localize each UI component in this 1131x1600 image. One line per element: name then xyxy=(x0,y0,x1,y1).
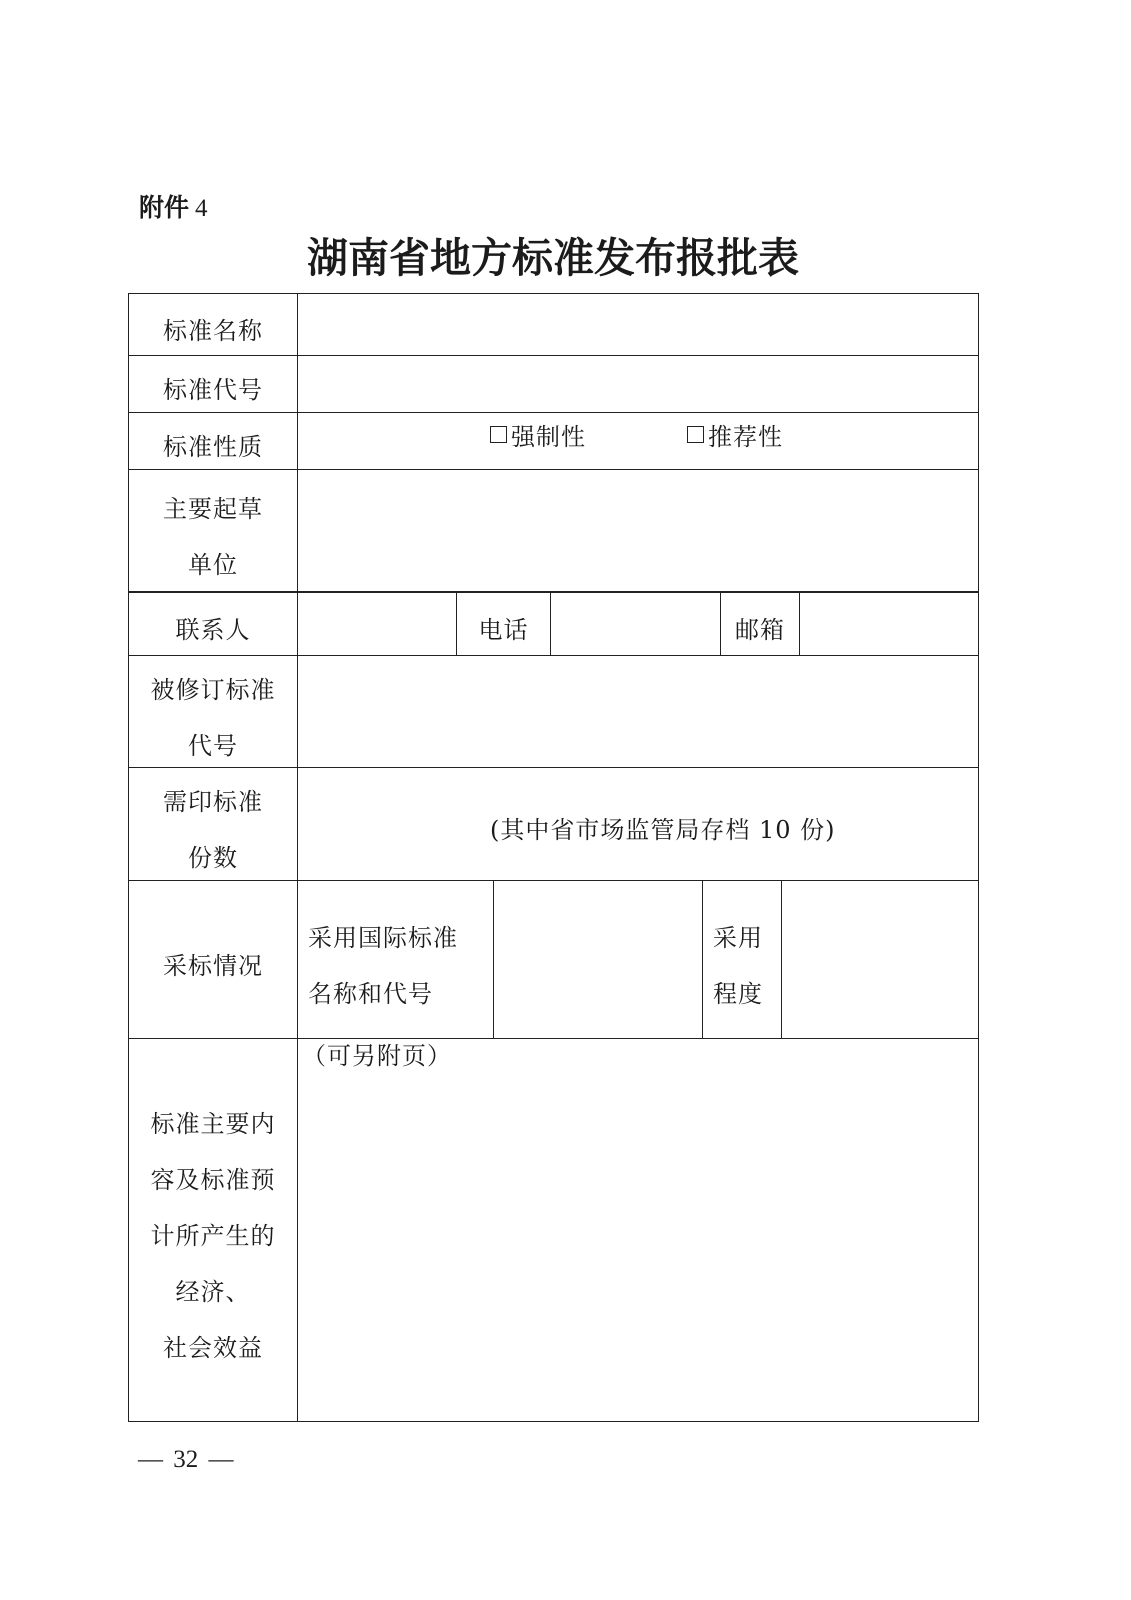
drafting-unit-label-cell xyxy=(129,470,298,591)
print-copies-note: (其中省市场监管局存档 10 份) xyxy=(490,816,836,844)
attachment-label: 附件 xyxy=(139,193,190,222)
contact-value-cell xyxy=(298,593,457,655)
email-value-cell xyxy=(800,593,978,655)
revised-standard-code-label-line: 被修订标准 xyxy=(150,675,276,704)
standard-nature-label: 标准性质 xyxy=(163,433,263,461)
revised-standard-code-label-line: 代号 xyxy=(188,731,238,760)
drafting-unit-label-line: 单位 xyxy=(188,550,238,579)
approval-form-table xyxy=(128,293,979,1422)
standard-name-label-cell xyxy=(129,294,298,355)
attachment-heading xyxy=(139,192,208,224)
contact-label-cell xyxy=(129,593,298,655)
print-copies-label-cell xyxy=(129,768,298,880)
option-mandatory-label: 强制性 xyxy=(511,422,586,451)
row-print-copies xyxy=(129,768,978,881)
revised-standard-code-value-cell xyxy=(298,656,978,767)
recommended-checkbox-icon xyxy=(687,426,704,443)
option-recommended-label: 推荐性 xyxy=(708,422,783,451)
row-revised-standard-code xyxy=(129,656,978,768)
main-content-label-line: 社会效益 xyxy=(163,1334,263,1362)
print-copies-label-line: 需印标准 xyxy=(163,788,263,816)
print-copies-label-line: 份数 xyxy=(188,844,238,872)
adoption-degree-label-cell xyxy=(703,881,782,1038)
adoption-label-cell xyxy=(129,881,298,1038)
standard-code-label: 标准代号 xyxy=(163,376,263,404)
standard-name-value-cell xyxy=(298,294,978,355)
revised-standard-code-label-cell xyxy=(129,656,298,767)
email-label-cell xyxy=(721,593,800,655)
drafting-unit-label-line: 主要起草 xyxy=(163,494,263,523)
row-main-content xyxy=(129,1039,978,1421)
main-content-note: （可另附页） xyxy=(302,1042,452,1070)
international-standard-label-cell xyxy=(298,881,494,1038)
row-contact xyxy=(129,593,978,656)
phone-value-cell xyxy=(551,593,721,655)
international-standard-value-cell xyxy=(494,881,703,1038)
standard-code-value-cell xyxy=(298,356,978,412)
standard-name-label: 标准名称 xyxy=(163,316,263,345)
main-content-label-line: 计所产生的 xyxy=(150,1222,276,1250)
email-label: 邮箱 xyxy=(735,616,785,644)
drafting-unit-value-cell xyxy=(298,470,978,591)
phone-label: 电话 xyxy=(478,616,529,644)
standard-nature-options-cell xyxy=(298,413,978,469)
row-drafting-unit xyxy=(129,470,978,593)
adoption-degree-label-line: 采用 xyxy=(713,923,763,952)
option-mandatory xyxy=(490,420,586,451)
row-standard-nature xyxy=(129,413,978,470)
row-standard-code xyxy=(129,356,978,413)
adoption-degree-label-line: 程度 xyxy=(713,979,763,1008)
standard-code-label-cell xyxy=(129,356,298,412)
main-content-label-line: 容及标准预 xyxy=(150,1166,276,1194)
international-standard-label-line: 采用国际标准 xyxy=(308,923,458,952)
adoption-label: 采标情况 xyxy=(163,951,263,980)
row-standard-name xyxy=(129,294,978,356)
adoption-degree-value-cell xyxy=(782,881,978,1038)
mandatory-checkbox-icon xyxy=(490,426,507,443)
main-content-value-cell xyxy=(298,1039,978,1421)
option-recommended xyxy=(687,420,783,451)
international-standard-label-line: 名称和代号 xyxy=(308,979,433,1008)
print-copies-value-cell xyxy=(298,768,978,880)
contact-label: 联系人 xyxy=(175,616,251,644)
form-title: 湖南省地方标准发布报批表 xyxy=(307,234,799,282)
phone-label-cell xyxy=(457,593,551,655)
main-content-label-line: 经济、 xyxy=(175,1278,251,1306)
main-content-label-line: 标准主要内 xyxy=(150,1110,276,1138)
attachment-number: 4 xyxy=(195,195,208,222)
row-adoption xyxy=(129,881,978,1039)
main-content-label-cell xyxy=(129,1039,298,1421)
page-number: — 32 — xyxy=(138,1446,234,1473)
standard-nature-label-cell xyxy=(129,413,298,469)
